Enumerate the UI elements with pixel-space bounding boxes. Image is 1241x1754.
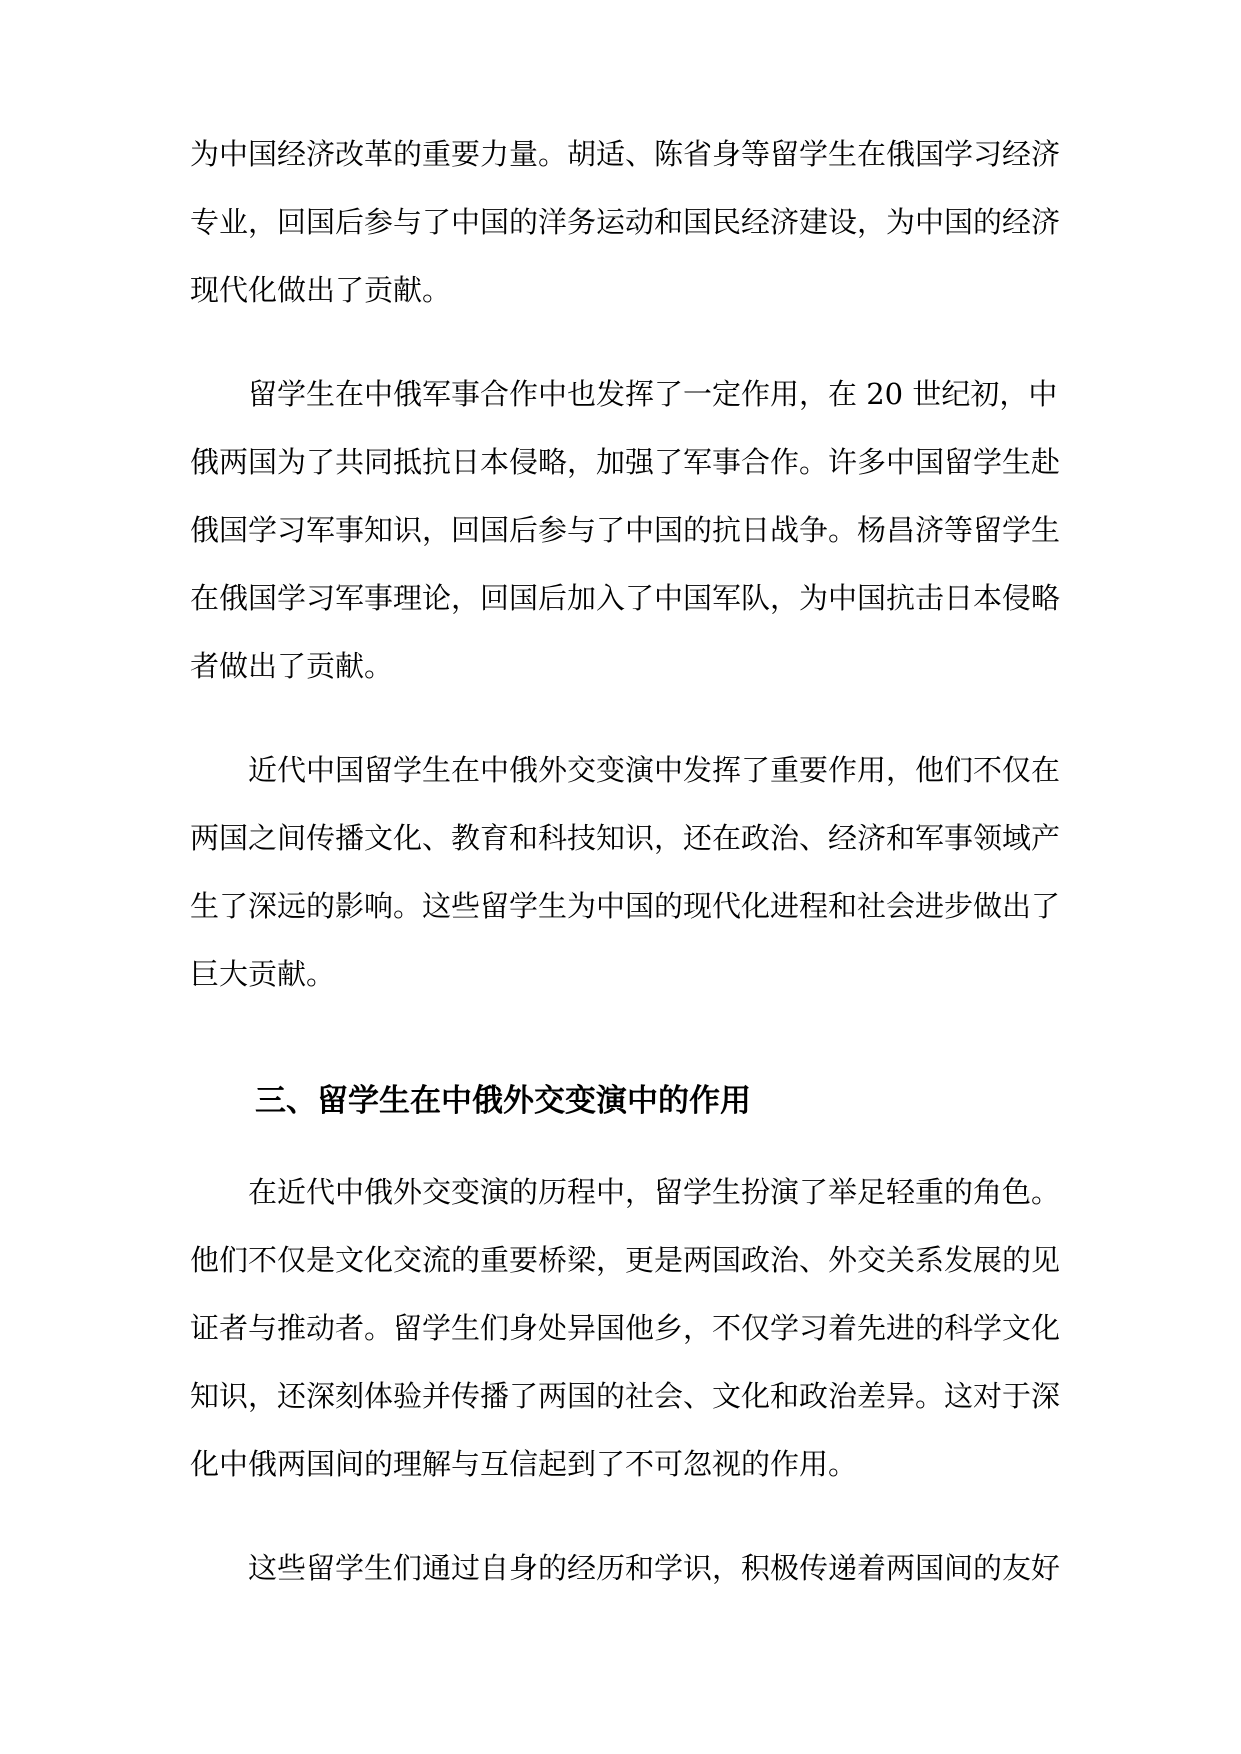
paragraph-4-line-2: 他们不仅是文化交流的重要桥梁，更是两国政治、外交关系发展的见 xyxy=(190,1243,1061,1277)
paragraph-2-line-4: 在俄国学习军事理论，回国后加入了中国军队，为中国抗击日本侵略 xyxy=(190,581,1061,615)
paragraph-4-line-1: 在近代中俄外交变演的历程中，留学生扮演了举足轻重的角色。 xyxy=(248,1175,1061,1209)
paragraph-3-line-1: 近代中国留学生在中俄外交变演中发挥了重要作用，他们不仅在 xyxy=(248,753,1061,787)
paragraph-4-line-3: 证者与推动者。留学生们身处异国他乡，不仅学习着先进的科学文化 xyxy=(190,1311,1061,1345)
paragraph-5-line-1: 这些留学生们通过自身的经历和学识，积极传递着两国间的友好 xyxy=(248,1551,1061,1585)
paragraph-3-line-3: 生了深远的影响。这些留学生为中国的现代化进程和社会进步做出了 xyxy=(190,889,1061,923)
paragraph-3-line-4: 巨大贡献。 xyxy=(190,957,336,991)
paragraph-2-line-2: 俄两国为了共同抵抗日本侵略，加强了军事合作。许多中国留学生赴 xyxy=(190,445,1061,479)
section-heading: 三、留学生在中俄外交变演中的作用 xyxy=(255,1083,751,1119)
paragraph-1-line-2: 专业，回国后参与了中国的洋务运动和国民经济建设，为中国的经济 xyxy=(190,205,1061,239)
paragraph-4-line-5: 化中俄两国间的理解与互信起到了不可忽视的作用。 xyxy=(190,1447,858,1481)
paragraph-3-line-2: 两国之间传播文化、教育和科技知识，还在政治、经济和军事领域产 xyxy=(190,821,1061,855)
paragraph-2-line-5: 者做出了贡献。 xyxy=(190,649,394,683)
paragraph-2-line-3: 俄国学习军事知识，回国后参与了中国的抗日战争。杨昌济等留学生 xyxy=(190,513,1061,547)
paragraph-2-line-1: 留学生在中俄军事合作中也发挥了一定作用，在 20 世纪初，中 xyxy=(248,377,1058,411)
paragraph-1-line-3: 现代化做出了贡献。 xyxy=(190,273,452,307)
paragraph-1-line-1: 为中国经济改革的重要力量。胡适、陈省身等留学生在俄国学习经济 xyxy=(190,137,1061,171)
paragraph-4-line-4: 知识，还深刻体验并传播了两国的社会、文化和政治差异。这对于深 xyxy=(190,1379,1061,1413)
